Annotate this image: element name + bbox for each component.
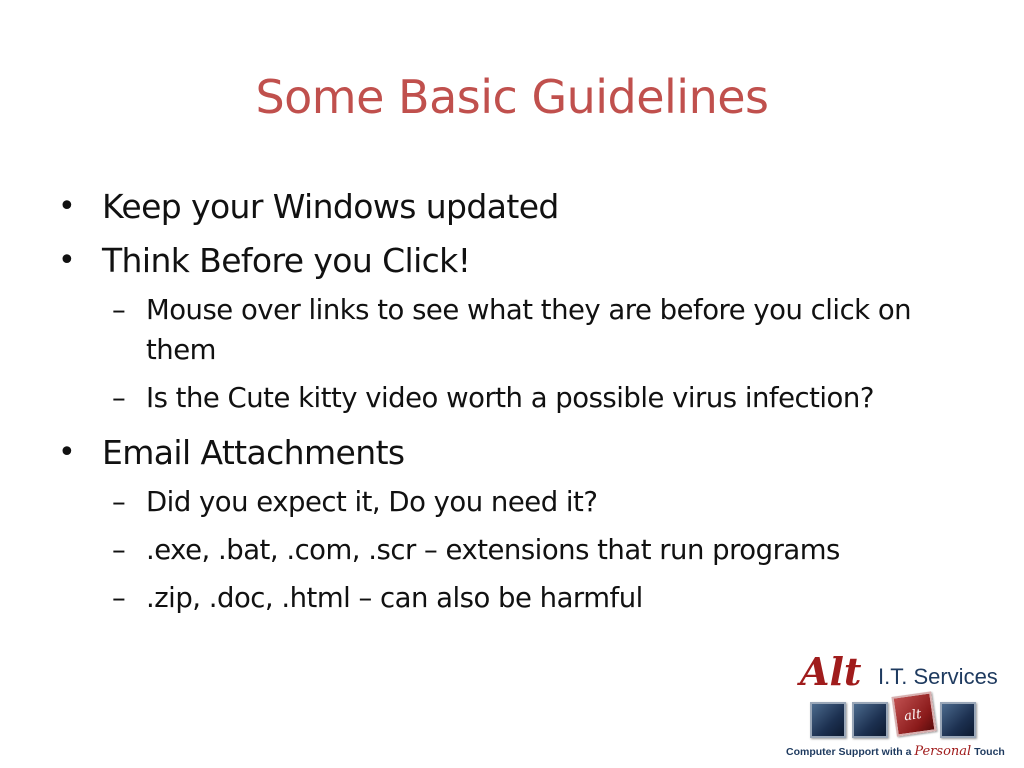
bullet-icon: •: [58, 435, 76, 470]
slide-title: Some Basic Guidelines: [255, 70, 769, 124]
sub-bullet-text: Is the Cute kitty video worth a possible virus infection?: [146, 382, 874, 414]
bullet-item: [56, 426, 976, 480]
logo-square-icon: [810, 702, 846, 738]
slide-content: [56, 180, 976, 626]
company-logo: [786, 650, 1012, 762]
dash-icon: –: [112, 294, 126, 326]
sub-bullet-item: [56, 530, 976, 570]
bullet-icon: •: [58, 243, 76, 278]
logo-alt-text: Alt: [800, 649, 862, 694]
logo-squares: [810, 698, 990, 738]
logo-square-icon: [852, 702, 888, 738]
tagline-personal: Personal: [914, 744, 972, 759]
logo-it-services-text: I.T. Services: [878, 664, 998, 689]
logo-square-icon: [940, 702, 976, 738]
sub-bullet-item: [56, 482, 976, 522]
sub-bullet-item: [56, 378, 976, 418]
bullet-item: [56, 234, 976, 288]
logo-tagline: [786, 744, 1012, 759]
dash-icon: –: [112, 534, 126, 566]
tagline-prefix: Computer Support with a: [786, 746, 915, 758]
sub-bullet-text: Did you expect it, Do you need it?: [146, 486, 598, 518]
logo-square-label: alt: [903, 707, 923, 725]
bullet-text: Email Attachments: [102, 433, 405, 472]
sub-bullet-item: [56, 578, 976, 618]
sub-bullet-text: .zip, .doc, .html – can also be harmful: [146, 582, 643, 614]
logo-alt-square-icon: [891, 691, 936, 736]
sub-bullet-text: Mouse over links to see what they are before you click on them: [146, 294, 912, 366]
sub-bullet-item: [56, 290, 976, 370]
bullet-text: Keep your Windows updated: [102, 187, 559, 226]
tagline-suffix: Touch: [971, 746, 1005, 758]
bullet-text: Think Before you Click!: [102, 241, 471, 280]
dash-icon: –: [112, 382, 126, 414]
sub-bullet-text: .exe, .bat, .com, .scr – extensions that run programs: [146, 534, 840, 566]
bullet-item: [56, 180, 976, 234]
dash-icon: –: [112, 582, 126, 614]
dash-icon: –: [112, 486, 126, 518]
bullet-icon: •: [58, 189, 76, 224]
